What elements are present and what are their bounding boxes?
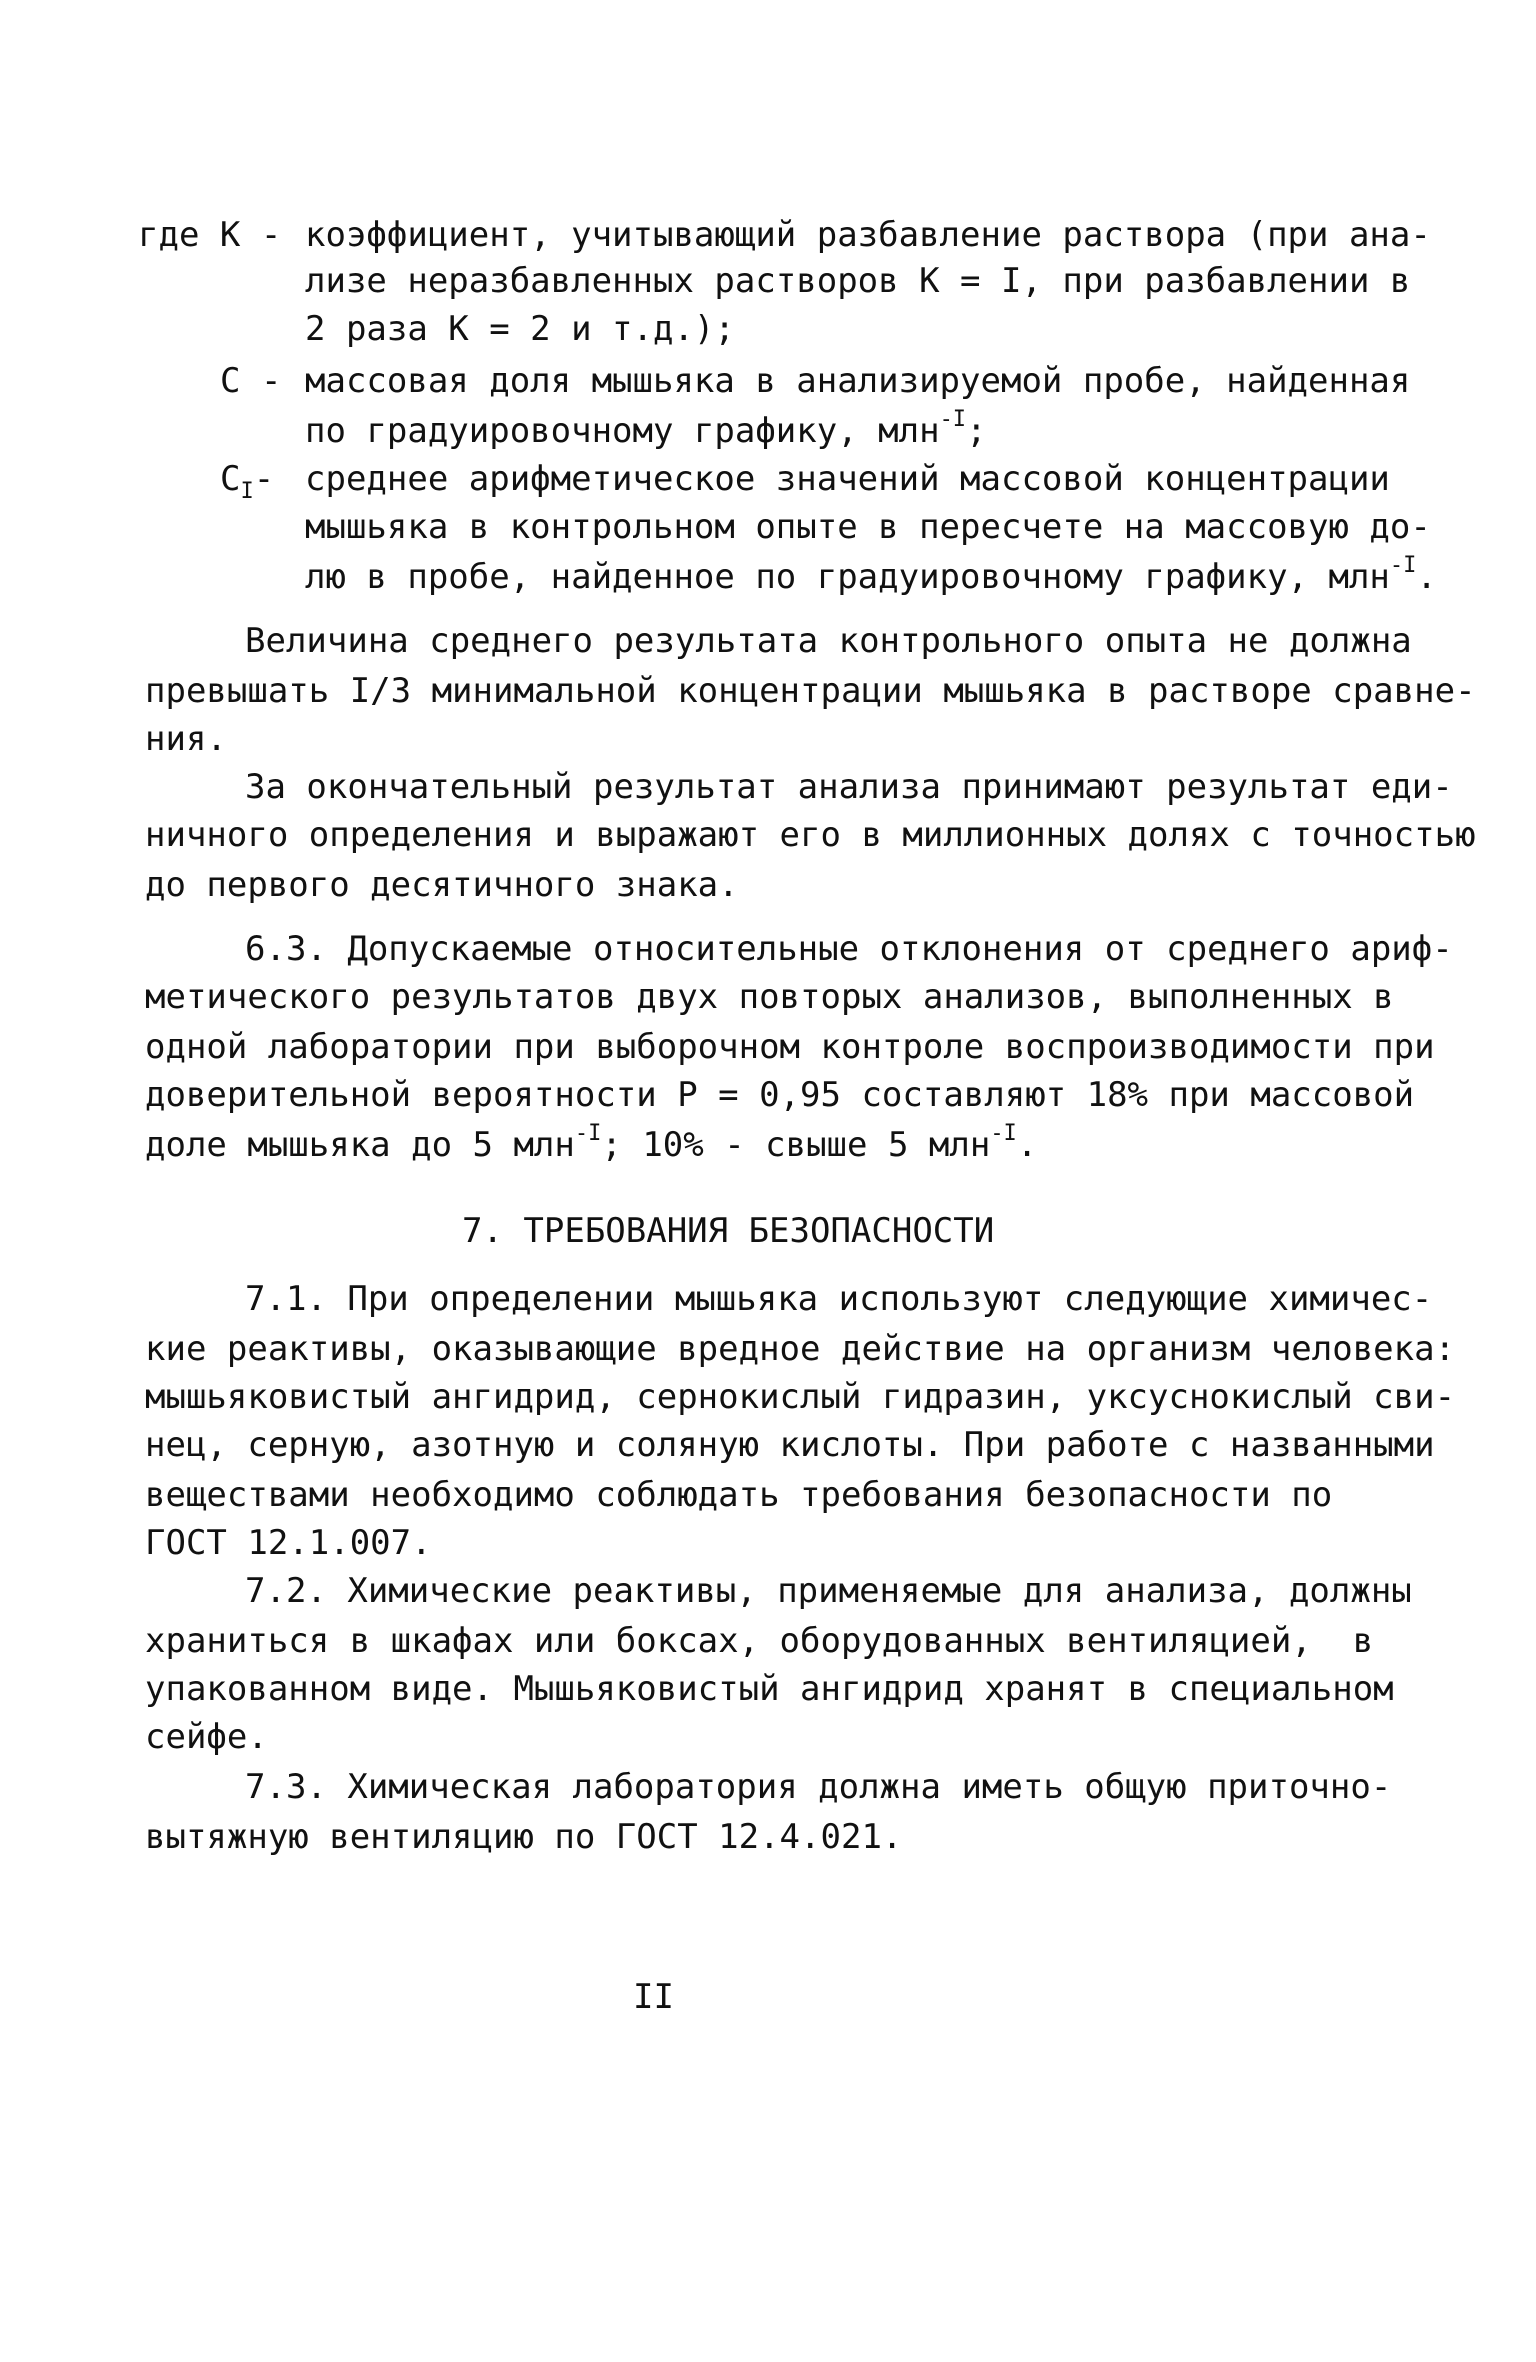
definition-k-line-3: 2 раза К = 2 и т.д.);: [305, 309, 735, 349]
definition-c-lead: С -: [220, 361, 302, 401]
paragraph-7-1-line-3: мышьяковистый ангидрид, сернокислый гидразин, уксуснокислый сви-: [145, 1377, 1456, 1417]
paragraph-final-line-2: ничного определения и выражают его в миллионных долях с точностью: [145, 815, 1476, 855]
paragraph-6-3-line-4: доверительной вероятности Р = 0,95 составляют 18% при массовой: [145, 1075, 1415, 1115]
paragraph-7-3-line-1: 7.3. Химическая лаборатория должна иметь общую приточно-: [245, 1767, 1392, 1807]
paragraph-final-line-3: до первого десятичного знака.: [145, 865, 739, 905]
paragraph-7-2-line-1: 7.2. Химические реактивы, применяемые для анализа, должны: [245, 1571, 1412, 1611]
page-number: II: [633, 1977, 674, 2017]
definition-k-line-2: лизе неразбавленных растворов К = I, при разбавлении в: [305, 261, 1411, 301]
paragraph-6-3-line-3: одной лаборатории при выборочном контроле воспроизводимости при: [145, 1027, 1435, 1067]
definition-ct-line-2: мышьяка в контрольном опыте в пересчете на массовую до-: [305, 507, 1431, 547]
paragraph-7-3-line-2: вытяжную вентиляцию по ГОСТ 12.4.021.: [145, 1817, 903, 1857]
definition-ct-line-3: лю в пробе, найденное по градуировочному графику, млн$^{-I}$.: [305, 553, 1437, 597]
definition-k-line-1: коэффициент, учитывающий разбавление раствора (при ана-: [305, 215, 1431, 255]
definition-ct-line-1: среднее арифметическое значений массовой концентрации: [305, 459, 1390, 499]
paragraph-6-3-line-2: метического результатов двух повторых анализов, выполненных в: [145, 977, 1394, 1017]
paragraph-7-1-line-6: ГОСТ 12.1.007.: [145, 1523, 432, 1563]
definition-c-line-1: массовая доля мышьяка в анализируемой пробе, найденная: [305, 361, 1411, 401]
paragraph-control-line-2: превышать I/3 минимальной концентрации мышьяка в растворе сравне-: [145, 671, 1476, 711]
definition-k-lead: где К -: [138, 215, 302, 255]
paragraph-6-3-line-1: 6.3. Допускаемые относительные отклонения от среднего ариф-: [245, 929, 1453, 969]
section-7-heading: 7. ТРЕБОВАНИЯ БЕЗОПАСНОСТИ: [462, 1211, 995, 1251]
paragraph-control-line-3: ния.: [145, 719, 227, 759]
paragraph-7-2-line-2: храниться в шкафах или боксах, оборудованных вентиляцией, в: [145, 1621, 1374, 1661]
paragraph-final-line-1: За окончательный результат анализа принимают результат еди-: [245, 767, 1453, 807]
paragraph-7-1-line-5: веществами необходимо соблюдать требования безопасности по: [145, 1475, 1333, 1515]
paragraph-7-1-line-4: нец, серную, азотную и соляную кислоты. При работе с названными: [145, 1425, 1435, 1465]
paragraph-7-1-line-1: 7.1. При определении мышьяка используют следующие химичес-: [245, 1279, 1433, 1319]
paragraph-7-2-line-3: упакованном виде. Мышьяковистый ангидрид хранят в специальном: [145, 1669, 1394, 1709]
paragraph-control-line-1: Величина среднего результата контрольного опыта не должна: [245, 621, 1412, 661]
paragraph-6-3-line-5: доле мышьяка до 5 млн$^{-I}$; 10% - свыше 5 млн$^{-I}$.: [145, 1121, 1038, 1165]
definition-ct-lead: $С_I-$: [220, 459, 295, 504]
paragraph-7-2-line-4: сейфе.: [145, 1717, 268, 1757]
definition-c-line-2: по градуировочному графику, млн$^{-I}$;: [305, 407, 987, 451]
paragraph-7-1-line-2: кие реактивы, оказывающие вредное действие на организм человека:: [145, 1329, 1456, 1369]
